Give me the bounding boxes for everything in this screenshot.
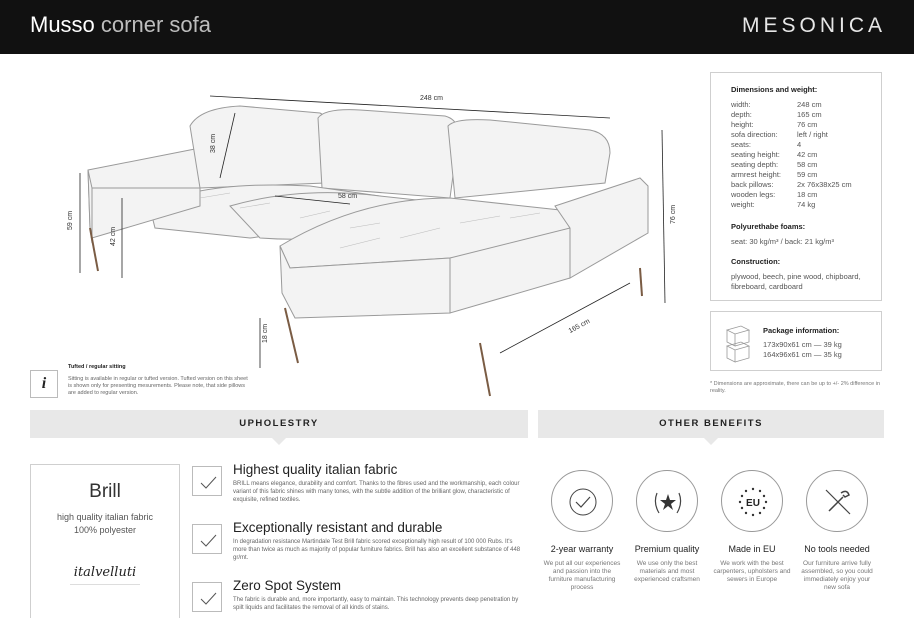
- total-height-dimension: 76 cm: [670, 204, 677, 224]
- info-icon: i: [30, 370, 58, 398]
- feature-text: In degradation resistance Martindale Test Brill fabric scored exceptionally high result of 100 000 Rubs. It's more than twice as much as majority of popular furniture fabrics. Brill has also an excellent substance of 448 gr/mt.: [233, 539, 521, 561]
- spec-row: [731, 140, 861, 150]
- spec-row: [731, 190, 861, 200]
- check-circle-icon: [551, 470, 613, 532]
- spec-key: seating depth:: [731, 160, 779, 169]
- seat-height-dimension: 42 cm: [110, 226, 117, 246]
- spec-key: depth:: [731, 110, 752, 119]
- feature-title: Zero Spot System: [233, 578, 342, 593]
- spec-key: sofa direction:: [731, 130, 778, 139]
- feature-title: Highest quality italian fabric: [233, 462, 398, 477]
- spec-row: [731, 120, 861, 130]
- spec-row: [731, 160, 861, 170]
- construction-text: plywood, beech, pine wood, chipboard, fibreboard, cardboard: [731, 272, 861, 291]
- check-icon: [192, 466, 222, 496]
- package-heading: Package information:: [763, 326, 840, 335]
- spec-value: 42 cm: [797, 150, 818, 159]
- svg-text:EU: EU: [746, 498, 760, 509]
- spec-key: height:: [731, 120, 754, 129]
- eu-stars-icon: [721, 470, 783, 532]
- dimensions-note: * Dimensions are approximate, there can be up to +/- 2% difference in reality.: [710, 381, 881, 394]
- spec-key: weight:: [731, 200, 755, 209]
- foam-text: seat: 30 kg/m³ / back: 21 kg/m³: [731, 237, 834, 246]
- package-line-1: 173x90x61 cm — 39 kg: [763, 340, 842, 349]
- seat-depth-dimension: 58 cm: [338, 193, 358, 200]
- sofa-drawing: [50, 78, 680, 408]
- benefit-quality: Premium quality We use only the best materials and most experienced craftsmen: [628, 470, 706, 584]
- spec-value: 76 cm: [797, 120, 818, 129]
- feature-title: Exceptionally resistant and durable: [233, 520, 443, 535]
- product-type: corner sofa: [100, 12, 211, 37]
- spec-value: 58 cm: [797, 160, 818, 169]
- spec-row: [731, 130, 861, 140]
- specs-heading: Dimensions and weight:: [731, 85, 818, 94]
- specs-box: [710, 72, 882, 301]
- sofa-illustration: [50, 78, 680, 408]
- spec-value: 18 cm: [797, 190, 818, 199]
- benefit-no-tools: No tools needed Our furniture arrive fully assembled, so you could immediately enjoy your new sofa: [798, 470, 876, 592]
- no-tools-icon: [806, 470, 868, 532]
- fabric-name: Brill: [89, 481, 121, 502]
- check-icon: [192, 524, 222, 554]
- check-icon: [192, 582, 222, 612]
- spec-key: wooden legs:: [731, 190, 776, 199]
- tufted-text: Sitting is available in regular or tufted version. Tufted version on this sheet is shown only for presenting mesurements. Please note, that side pillows are added to regular version.: [68, 376, 248, 396]
- width-dimension: 248 cm: [420, 95, 443, 102]
- spec-row: [731, 150, 861, 160]
- spec-row: [731, 200, 861, 210]
- package-line-2: 164x96x61 cm — 35 kg: [763, 350, 842, 359]
- upholstery-heading: UPHOLESTRY: [30, 410, 528, 438]
- tufted-title: Tufted / regular sitting: [68, 364, 126, 370]
- spec-key: seats:: [731, 140, 752, 149]
- feature-text: The fabric is durable and, more importantly, easy to maintain. This technology prevents deep penetration by spilt liquids and facilitates the removal of all kinds of stains.: [233, 597, 519, 611]
- fabric-description: high quality italian fabric 100% polyester: [56, 512, 154, 535]
- spec-value: 4: [797, 140, 802, 149]
- fabric-logo: italvelluti: [73, 565, 137, 580]
- product-name: Musso: [30, 12, 95, 37]
- benefit-warranty: 2-year warranty We put all our experiences and passion into the furniture manufacturing process: [543, 470, 621, 592]
- construction-heading: Construction:: [731, 257, 781, 266]
- spec-value: 59 cm: [797, 170, 818, 179]
- spec-row: [731, 110, 861, 120]
- spec-row: [731, 170, 861, 180]
- spec-row: [731, 180, 861, 190]
- benefits-heading: OTHER BENEFITS: [538, 410, 884, 438]
- legs-dimension: 18 cm: [262, 323, 269, 343]
- spec-key: back pillows:: [731, 180, 774, 189]
- spec-key: armrest height:: [731, 170, 782, 179]
- fabric-card: [30, 464, 180, 618]
- product-title: [30, 12, 211, 38]
- spec-value: left / right: [797, 130, 828, 139]
- spec-value: 2x 76x38x25 cm: [797, 180, 852, 189]
- spec-row: [731, 100, 861, 110]
- height-dimension: 59 cm: [67, 210, 74, 230]
- spec-value: 74 kg: [797, 200, 816, 209]
- specs-list: [731, 100, 861, 210]
- page-header: [0, 0, 914, 54]
- back-dimension: 38 cm: [210, 133, 217, 153]
- benefit-eu: EU Made in EU We work with the best carpenters, upholsters and sewers in Europe: [713, 470, 791, 584]
- package-box: [710, 311, 882, 371]
- spec-key: width:: [731, 100, 751, 109]
- foam-heading: Polyurethabe foams:: [731, 222, 806, 231]
- package-icon: [723, 324, 753, 364]
- brand-logo: MESONICA: [741, 14, 886, 37]
- feature-text: BRILL means elegance, durability and comfort. Thanks to the fibres used and the workmanship, each colour variant of this fabric shines with many tones, with the subtle addition of the brilliant glow, characteristic of exquisite, refined textiles.: [233, 481, 520, 503]
- spec-value: 165 cm: [797, 110, 822, 119]
- depth-dimension: 165 cm: [567, 318, 592, 335]
- spec-key: seating height:: [731, 150, 780, 159]
- laurel-star-icon: [636, 470, 698, 532]
- spec-value: 248 cm: [797, 100, 822, 109]
